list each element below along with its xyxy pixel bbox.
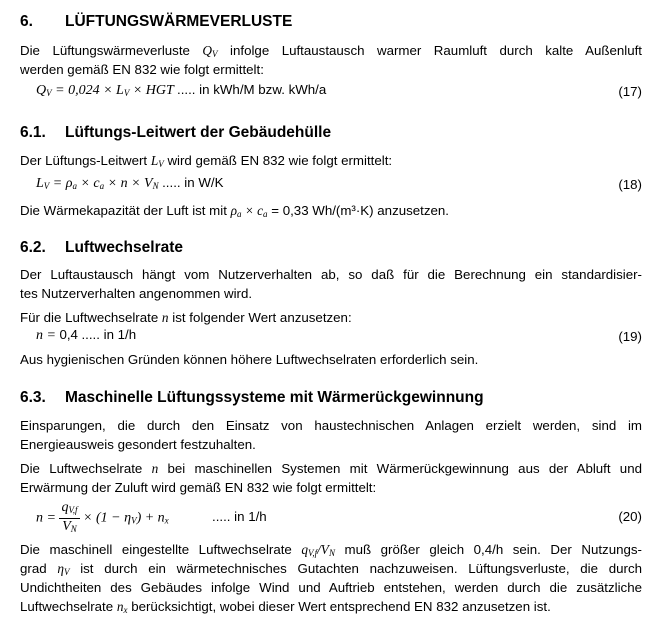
equation-unit: ..... in kWh/M bzw. kWh/a xyxy=(177,82,327,97)
symbol-qvf-vn: $q_{V,f}/V_N$ xyxy=(301,542,335,558)
section-6-2-text3: Aus hygienischen Gründen können höhere Luftwechselraten erforderlich sein. xyxy=(20,352,479,367)
equation-number: (18) xyxy=(618,177,642,192)
text-run: Der Lüftungs-Leitwert xyxy=(20,153,148,168)
section-6-3-p3-line3: Undichtheiten des Gebäudes infolge Wind und Auftrieb entstehen, werden durch die zusätzliche xyxy=(20,580,642,595)
text-run: muß größer gleich 0,4/h sein. Der Nutzungs- xyxy=(344,542,642,557)
text-run: bei maschinellen Systemen mit Wärmerückgewinnung aus der Abluft und xyxy=(167,461,642,476)
text-run: ist durch ein wärmetechnisches Gutachten nachzuweisen. Lüftungsverluste, die durch xyxy=(80,561,643,576)
section-6-3-p1-line2: Energieausweis gesondert festzuhalten. xyxy=(20,437,256,452)
equation-number: (20) xyxy=(618,509,642,524)
text-run: wird gemäß EN 832 wie folgt ermittelt: xyxy=(167,153,393,168)
section-6-1-note xyxy=(20,201,642,224)
section-number: 6.2. xyxy=(20,239,46,256)
text-run: ist folgender Wert anzusetzen: xyxy=(172,310,352,325)
text-run: = 0,33 Wh/(m³·K) anzusetzen. xyxy=(271,203,449,218)
equation-20 xyxy=(36,500,642,534)
equation-formula: n = $\frac{q_{V,f}}{V_N}$ × $(1 - \eta_V) + n_x$ xyxy=(36,500,169,534)
symbol-rho-ca: $\rho_a \times c_a$ xyxy=(230,203,268,219)
section-6-1-heading xyxy=(20,124,642,142)
symbol-qv: $Q_V$ xyxy=(202,43,218,59)
equation-formula: n = 0,4 xyxy=(36,327,78,343)
section-6-2-heading xyxy=(20,239,642,257)
section-6-3-p2-line1 xyxy=(20,459,642,478)
equation-number: (17) xyxy=(618,84,642,99)
section-6-2-text2 xyxy=(20,308,642,327)
section-6-2-text1-line2: tes Nutzerverhalten angenommen wird. xyxy=(20,286,253,301)
text-run: grad xyxy=(20,561,47,576)
equation-unit: ..... in 1/h xyxy=(212,509,267,524)
text-run: Die maschinell eingestellte Luftwechselrate xyxy=(20,542,292,557)
equation-formula: $Q_V = 0,024 \times L_V$ × HGT xyxy=(36,83,174,98)
section-number: 6. xyxy=(20,13,33,30)
equation-number: (19) xyxy=(618,329,642,344)
text-run: Luftwechselrate xyxy=(20,599,114,614)
symbol-eta-v: $\eta_V$ xyxy=(57,561,70,577)
equation-unit: ..... in 1/h xyxy=(81,327,137,342)
section-6-3-p1-line1: Einsparungen, die durch den Einsatz von haustechnischen Anlagen erzielt werden, sind im xyxy=(20,418,642,433)
section-6-intro-line2: werden gemäß EN 832 wie folgt ermittelt: xyxy=(20,62,264,77)
section-number: 6.1. xyxy=(20,124,46,141)
equation-formula: $L_V = \rho_a \times c_a \times n \times V_N$ xyxy=(36,176,159,191)
section-6-3-heading xyxy=(20,389,642,407)
equation-17 xyxy=(36,82,642,104)
section-number: 6.3. xyxy=(20,389,46,406)
section-title: LÜFTUNGSWÄRMEVERLUSTE xyxy=(65,13,293,30)
section-6-heading xyxy=(20,13,642,31)
section-title: Maschinelle Lüftungssysteme mit Wärmerückgewinnung xyxy=(65,389,484,406)
text-run: infolge Luftaustausch warmer Raumluft durch kalte Außenluft xyxy=(230,43,642,58)
section-title: Luftwechselrate xyxy=(65,239,184,256)
symbol-n: n xyxy=(161,310,169,325)
text-run: Die Lüftungswärmeverluste xyxy=(20,43,190,58)
section-6-1-intro xyxy=(20,151,642,174)
text-run: Die Luftwechselrate xyxy=(20,461,143,476)
section-6-2-text1-line1: Der Luftaustausch hängt vom Nutzerverhalten ab, so daß für die Berechnung ein standardisier- xyxy=(20,267,642,282)
symbol-lv: $L_V$ xyxy=(150,153,164,169)
section-6-3-p2-line2: Erwärmung der Zuluft wird gemäß EN 832 wie folgt ermittelt: xyxy=(20,480,377,495)
symbol-nx: $n_x$ xyxy=(116,599,128,615)
text-run: Für die Luftwechselrate xyxy=(20,310,159,325)
equation-19 xyxy=(36,327,642,349)
text-run: Die Wärmekapazität der Luft ist mit xyxy=(20,203,227,218)
equation-18 xyxy=(36,175,642,197)
text-run: berücksichtigt, wobei dieser Wert entsprechend EN 832 anzusetzen ist. xyxy=(131,599,551,614)
symbol-n: n xyxy=(151,461,159,476)
equation-unit: ..... in W/K xyxy=(162,175,224,190)
section-title: Lüftungs-Leitwert der Gebäudehülle xyxy=(65,124,332,141)
section-6-3-p3-line4 xyxy=(20,597,642,620)
